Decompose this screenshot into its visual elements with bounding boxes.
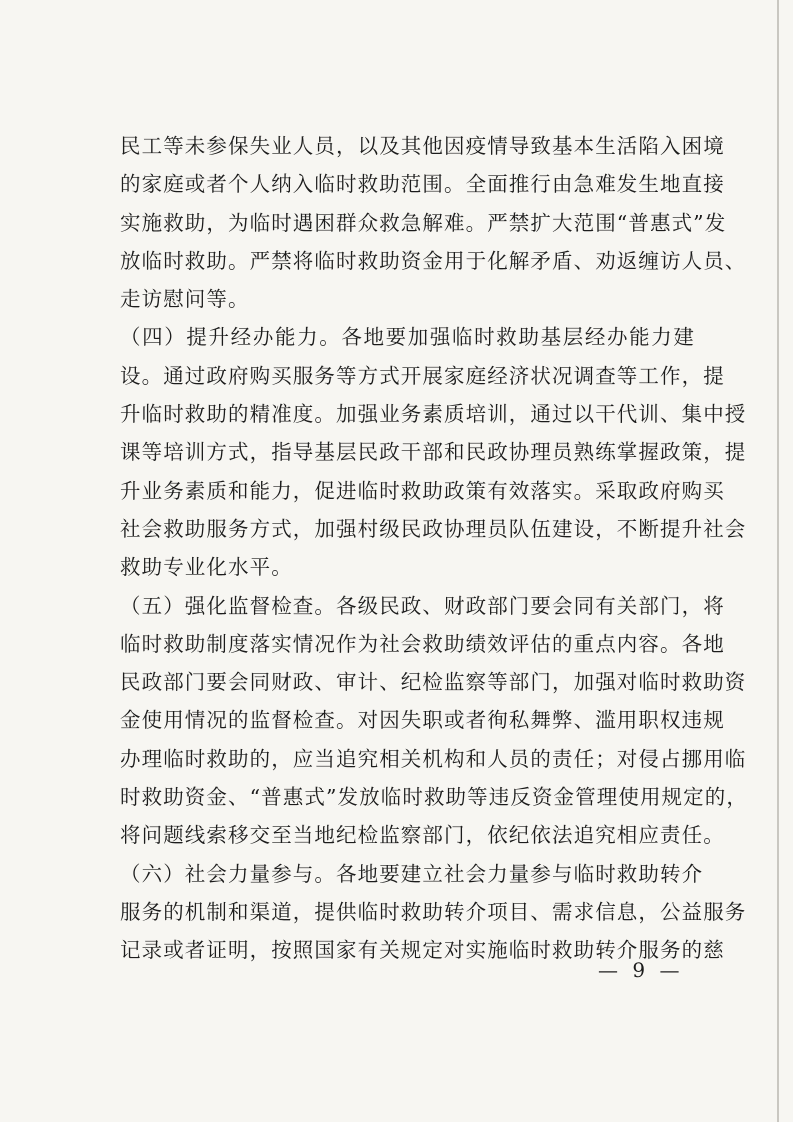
text-line: 记录或者证明，按照国家有关规定对实施临时救助转介服务的慈 [120, 938, 725, 963]
text-line: 放临时救助。严禁将临时救助资金用于化解矛盾、劝返缠访人员、 [120, 248, 747, 273]
scan-edge-line [777, 0, 779, 1122]
body-text [120, 127, 748, 970]
text-line: 民工等未参保失业人员，以及其他因疫情导致基本生活陷入困境 [120, 134, 725, 158]
text-line: 的家庭或者个人纳入临时救助范围。全面推行由急难发生地直接 [120, 172, 725, 197]
text-line: 实施救助，为临时遇困群众救急解难。严禁扩大范围“普惠式”发 [120, 210, 727, 235]
text-line: 时救助资金、“普惠式”发放临时救助等违反资金管理使用规定的， [120, 785, 748, 810]
section-heading-line: （六）社会力量参与。各地要建立社会力量参与临时救助转介 [120, 861, 704, 886]
text-line: 民政部门要会同财政、审计、纪检监察等部门，加强对临时救助资 [120, 670, 747, 695]
text-line: 设。通过政府购买服务等方式开展家庭经济状况调查等工作，提 [120, 363, 725, 388]
text-line: 将问题线索移交至当地纪检监察部门，依纪依法追究相应责任。 [120, 823, 725, 848]
page-number: — 9 — [598, 958, 684, 982]
text-line: 社会救助服务方式，加强村级民政协理员队伍建设，不断提升社会 [120, 516, 747, 541]
text-line: 办理临时救助的，应当追究相关机构和人员的责任；对侵占挪用临 [120, 746, 747, 771]
text-line: 走访慰问等。 [120, 287, 250, 312]
text-line: 金使用情况的监督检查。对因失职或者徇私舞弊、滥用职权违规 [120, 708, 725, 733]
text-line: 服务的机制和渠道，提供临时救助转介项目、需求信息，公益服务 [120, 899, 747, 924]
section-heading-line: （四）提升经办能力。各地要加强临时救助基层经办能力建 [120, 325, 695, 350]
section-heading-line: （五）强化监督检查。各级民政、财政部门要会同有关部门，将 [120, 593, 725, 618]
text-line: 课等培训方式，指导基层民政干部和民政协理员熟练掌握政策，提 [120, 440, 747, 465]
text-line: 升业务素质和能力，促进临时救助政策有效落实。采取政府购买 [120, 478, 725, 503]
text-line: 救助专业化水平。 [120, 555, 293, 580]
text-line: 升临时救助的精准度。加强业务素质培训，通过以干代训、集中授 [120, 402, 747, 427]
text-line: 临时救助制度落实情况作为社会救助绩效评估的重点内容。各地 [120, 631, 725, 656]
